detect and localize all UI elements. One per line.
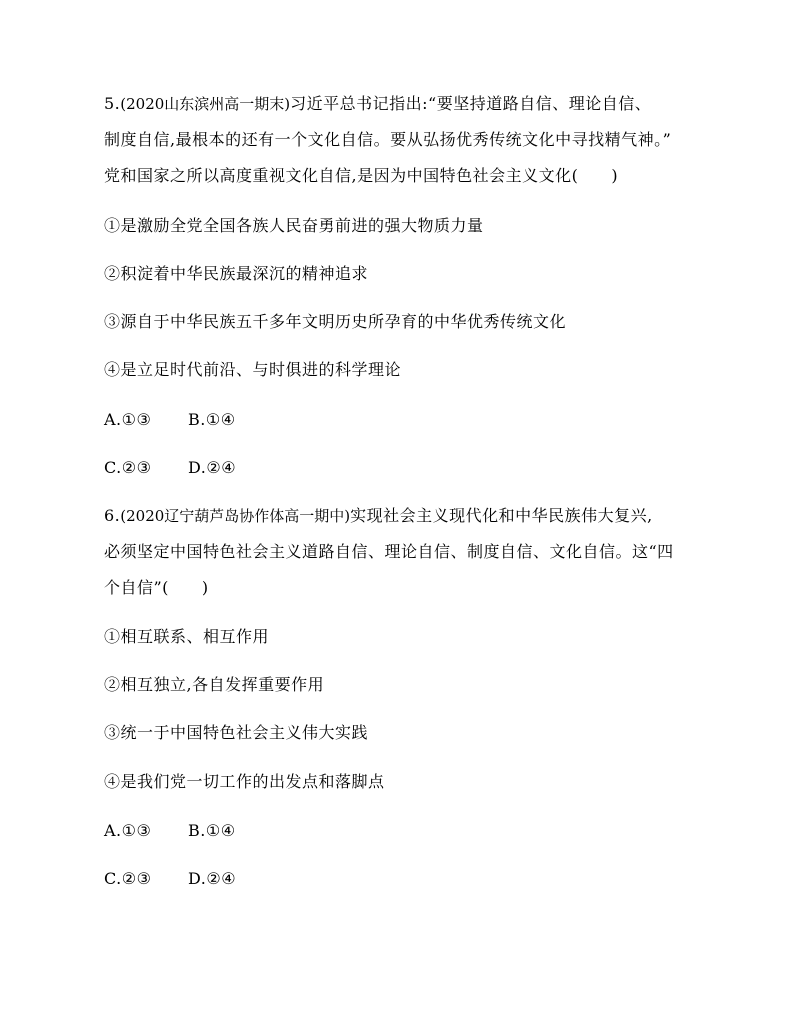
- question-5-option-d: D.②④: [188, 458, 237, 477]
- question-5-stem-line-1: 习近平总书记指出:“要坚持道路自信、理论自信、: [290, 94, 652, 113]
- question-5-first-line: [104, 94, 744, 114]
- question-6-option-a: A.①③: [104, 821, 152, 840]
- question-6-options-row-1: [104, 821, 744, 841]
- question-6-source: (2020辽宁葫芦岛协作体高一期中): [120, 507, 351, 525]
- question-6-statement-2: ②相互独立,各自发挥重要作用: [104, 675, 325, 694]
- question-6-options-row-2: [104, 869, 744, 889]
- question-6-statement-3: ③统一于中国特色社会主义伟大实践: [104, 723, 369, 742]
- question-6-option-d: D.②④: [188, 869, 237, 888]
- question-5-statement-3: ③源自于中华民族五千多年文明历史所孕育的中华优秀传统文化: [104, 312, 567, 331]
- question-6-option-b: B.①④: [188, 821, 236, 840]
- question-6-number: 6.: [104, 506, 121, 525]
- question-6-stem-line-2: 必须坚定中国特色社会主义道路自信、理论自信、制度自信、文化自信。这“四: [104, 542, 674, 561]
- question-6-stem-line-3: 个自信”( ): [104, 578, 209, 597]
- question-5-source: (2020山东滨州高一期末): [120, 95, 291, 113]
- question-5-statement-2: ②积淀着中华民族最深沉的精神追求: [104, 264, 369, 283]
- question-5-number: 5.: [104, 94, 121, 113]
- question-5-option-a: A.①③: [104, 410, 152, 429]
- question-5-statement-4: ④是立足时代前沿、与时俱进的科学理论: [104, 360, 402, 379]
- question-5-options-row-1: [104, 410, 744, 430]
- question-6-statement-4: ④是我们党一切工作的出发点和落脚点: [104, 772, 385, 791]
- question-5-options-row-2: [104, 458, 744, 478]
- question-5-statement-1: ①是激励全党全国各族人民奋勇前进的强大物质力量: [104, 216, 484, 235]
- question-5-stem-line-2: 制度自信,最根本的还有一个文化自信。要从弘扬优秀传统文化中寻找精气神。”: [104, 130, 672, 149]
- question-5-option-c: C.②③: [104, 458, 152, 477]
- question-5-option-b: B.①④: [188, 410, 236, 429]
- question-6-statement-1: ①相互联系、相互作用: [104, 627, 270, 646]
- question-6-first-line: [104, 506, 744, 526]
- question-6-option-c: C.②③: [104, 869, 152, 888]
- question-6-stem-line-1: 实现社会主义现代化和中华民族伟大复兴,: [350, 506, 653, 525]
- question-5-stem-line-3: 党和国家之所以高度重视文化自信,是因为中国特色社会主义文化( ): [104, 166, 619, 185]
